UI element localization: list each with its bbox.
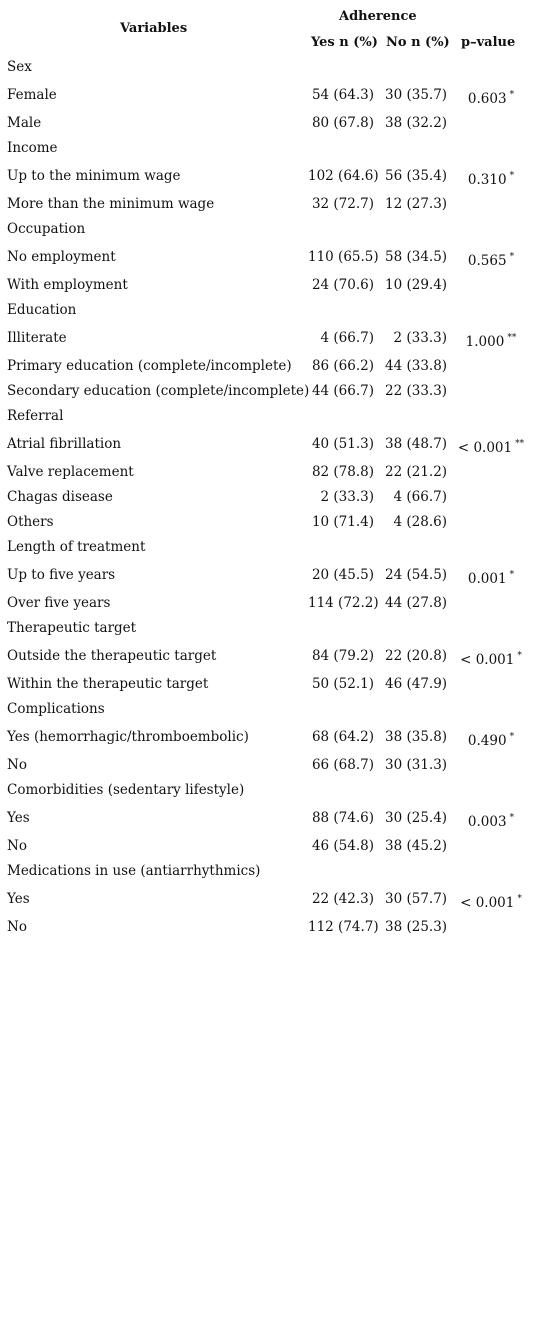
- p-value: [455, 838, 527, 855]
- p-value: [455, 90, 527, 107]
- p-value-text: 0.001: [467, 571, 507, 587]
- category-label: Complications: [7, 701, 105, 717]
- significance-marker: *: [509, 813, 515, 823]
- header-variables: Variables: [120, 21, 188, 36]
- no-value: 10 (29.4): [385, 277, 448, 293]
- table-row: [0, 302, 534, 324]
- category-label: Therapeutic target: [7, 620, 137, 636]
- row-label: Yes: [7, 891, 30, 907]
- row-label: Yes (hemorrhagic/thromboembolic): [7, 729, 249, 745]
- table-row: [0, 648, 534, 670]
- yes-value: 24 (70.6): [311, 277, 374, 293]
- p-value: [455, 115, 527, 132]
- row-label: Secondary education (complete/incomplete): [7, 383, 310, 399]
- table-row: [0, 249, 534, 271]
- p-value: [455, 701, 527, 718]
- row-label: No employment: [7, 249, 116, 265]
- table-row: [0, 676, 534, 698]
- p-value: [455, 252, 527, 269]
- p-value: [455, 595, 527, 612]
- table-row: [0, 408, 534, 430]
- header-yes: Yes n (%): [311, 35, 378, 50]
- table-row: [0, 514, 534, 536]
- table-row: [0, 358, 534, 380]
- table-row: [0, 757, 534, 779]
- yes-value: 20 (45.5): [311, 567, 374, 583]
- no-value: 22 (33.3): [385, 383, 448, 399]
- p-value-text: 0.603: [467, 91, 507, 107]
- no-value: 38 (48.7): [385, 436, 448, 452]
- table-row: [0, 59, 534, 81]
- p-value-text: 0.003: [467, 814, 507, 830]
- table-row: [0, 539, 534, 561]
- p-value: [455, 59, 527, 76]
- significance-marker: *: [509, 570, 515, 580]
- significance-marker: *: [509, 90, 515, 100]
- p-value: [455, 489, 527, 506]
- p-value: [455, 919, 527, 936]
- header-no: No n (%): [386, 35, 450, 50]
- no-value: 38 (25.3): [385, 919, 448, 935]
- yes-value: 86 (66.2): [311, 358, 374, 374]
- yes-value: 110 (65.5): [308, 249, 379, 265]
- table-row: [0, 701, 534, 723]
- no-value: 44 (33.8): [385, 358, 448, 374]
- no-value: 46 (47.9): [385, 676, 448, 692]
- table-row: [0, 595, 534, 617]
- p-value: [455, 333, 527, 350]
- table-row: [0, 221, 534, 243]
- p-value: [455, 464, 527, 481]
- table-row: [0, 810, 534, 832]
- yes-value: 80 (67.8): [311, 115, 374, 131]
- p-value-text: < 0.001: [460, 652, 515, 668]
- p-value: [455, 651, 527, 668]
- row-label: Up to the minimum wage: [7, 168, 181, 184]
- table-row: [0, 277, 534, 299]
- p-value: [455, 757, 527, 774]
- no-value: 30 (31.3): [385, 757, 448, 773]
- p-value-text: < 0.001: [457, 440, 513, 456]
- yes-value: 54 (64.3): [311, 87, 374, 103]
- yes-value: 46 (54.8): [311, 838, 374, 854]
- no-value: 22 (20.8): [385, 648, 448, 664]
- p-value-text: 0.310: [467, 172, 507, 188]
- p-value-text: 0.565: [467, 253, 507, 269]
- yes-value: 44 (66.7): [311, 383, 374, 399]
- p-value: [455, 894, 527, 911]
- yes-value: 84 (79.2): [311, 648, 374, 664]
- category-label: Medications in use (antiarrhythmics): [7, 863, 261, 879]
- significance-marker: **: [507, 333, 517, 343]
- p-value: [455, 620, 527, 637]
- row-label: Others: [7, 514, 54, 530]
- table-row: [0, 115, 534, 137]
- p-value: [455, 221, 527, 238]
- yes-value: 102 (64.6): [308, 168, 379, 184]
- yes-value: 68 (64.2): [311, 729, 374, 745]
- table-row: [0, 919, 534, 941]
- p-value: [455, 277, 527, 294]
- table-row: [0, 464, 534, 486]
- row-label: No: [7, 757, 27, 773]
- row-label: Over five years: [7, 595, 111, 611]
- no-value: 44 (27.8): [385, 595, 448, 611]
- row-label: Within the therapeutic target: [7, 676, 209, 692]
- yes-value: 4 (66.7): [320, 330, 374, 346]
- significance-marker: *: [509, 252, 515, 262]
- category-label: Income: [7, 140, 58, 156]
- yes-value: 88 (74.6): [311, 810, 374, 826]
- row-label: Illiterate: [7, 330, 67, 346]
- no-value: 38 (35.8): [385, 729, 448, 745]
- p-value: [455, 782, 527, 799]
- row-label: Atrial fibrillation: [7, 436, 122, 452]
- table-row: [0, 567, 534, 589]
- category-label: Education: [7, 302, 77, 318]
- row-label: Chagas disease: [7, 489, 113, 505]
- p-value-text: 1.000: [465, 334, 505, 350]
- row-label: Primary education (complete/incomplete): [7, 358, 292, 374]
- header-pvalue: p–value: [461, 35, 516, 50]
- table-row: [0, 838, 534, 860]
- table-row: [0, 196, 534, 218]
- row-label: Valve replacement: [7, 464, 134, 480]
- significance-marker: *: [517, 894, 522, 904]
- table-row: [0, 140, 534, 162]
- row-label: No: [7, 919, 27, 935]
- no-value: 4 (66.7): [393, 489, 447, 505]
- yes-value: 82 (78.8): [311, 464, 374, 480]
- p-value: [455, 383, 527, 400]
- category-label: Comorbidities (sedentary lifestyle): [7, 782, 245, 798]
- significance-marker: *: [509, 171, 515, 181]
- table-row: [0, 729, 534, 751]
- category-label: Occupation: [7, 221, 86, 237]
- no-value: 4 (28.6): [393, 514, 447, 530]
- table-row: [0, 168, 534, 190]
- yes-value: 112 (74.7): [308, 919, 379, 935]
- row-label: Female: [7, 87, 57, 103]
- no-value: 38 (45.2): [385, 838, 448, 854]
- no-value: 38 (32.2): [385, 115, 448, 131]
- p-value: [455, 813, 527, 830]
- table-row: [0, 891, 534, 913]
- p-value: [455, 358, 527, 375]
- p-value: [455, 570, 527, 587]
- no-value: 12 (27.3): [385, 196, 448, 212]
- p-value: [455, 302, 527, 319]
- no-value: 22 (21.2): [385, 464, 448, 480]
- p-value: [455, 514, 527, 531]
- category-label: Length of treatment: [7, 539, 146, 555]
- no-value: 56 (35.4): [385, 168, 448, 184]
- yes-value: 10 (71.4): [311, 514, 374, 530]
- table-row: [0, 383, 534, 405]
- p-value: [455, 732, 527, 749]
- table-row: [0, 863, 534, 885]
- row-label: Male: [7, 115, 42, 131]
- yes-value: 50 (52.1): [311, 676, 374, 692]
- no-value: 2 (33.3): [393, 330, 447, 346]
- no-value: 58 (34.5): [385, 249, 448, 265]
- table-row: [0, 782, 534, 804]
- yes-value: 114 (72.2): [308, 595, 379, 611]
- p-value: [455, 676, 527, 693]
- table-row: [0, 436, 534, 458]
- p-value: [455, 539, 527, 556]
- table-row: [0, 87, 534, 109]
- yes-value: 40 (51.3): [311, 436, 374, 452]
- p-value: [455, 196, 527, 213]
- table-row: [0, 620, 534, 642]
- yes-value: 32 (72.7): [311, 196, 374, 212]
- table-row: [0, 489, 534, 511]
- no-value: 30 (57.7): [385, 891, 448, 907]
- category-label: Sex: [7, 59, 32, 75]
- row-label: No: [7, 838, 27, 854]
- significance-marker: **: [515, 439, 525, 449]
- row-label: Outside the therapeutic target: [7, 648, 217, 664]
- p-value: [455, 140, 527, 157]
- yes-value: 22 (42.3): [311, 891, 374, 907]
- p-value-text: 0.490: [467, 733, 507, 749]
- header-adherence: Adherence: [339, 9, 417, 24]
- p-value: [455, 439, 527, 456]
- category-label: Referral: [7, 408, 64, 424]
- yes-value: 2 (33.3): [320, 489, 374, 505]
- p-value: [455, 863, 527, 880]
- no-value: 30 (35.7): [385, 87, 448, 103]
- p-value-text: < 0.001: [460, 895, 515, 911]
- yes-value: 66 (68.7): [311, 757, 374, 773]
- significance-marker: *: [509, 732, 515, 742]
- p-value: [455, 171, 527, 188]
- row-label: Up to five years: [7, 567, 116, 583]
- row-label: Yes: [7, 810, 30, 826]
- no-value: 30 (25.4): [385, 810, 448, 826]
- p-value: [455, 408, 527, 425]
- row-label: More than the minimum wage: [7, 196, 215, 212]
- row-label: With employment: [7, 277, 128, 293]
- no-value: 24 (54.5): [385, 567, 448, 583]
- table-row: [0, 330, 534, 352]
- significance-marker: *: [517, 651, 522, 661]
